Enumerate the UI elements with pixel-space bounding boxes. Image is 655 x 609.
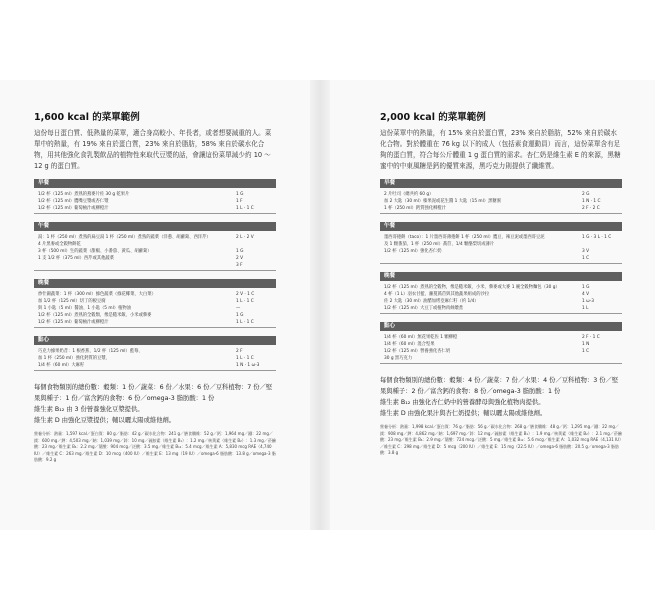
food-item: 1/2 杯（125 ml）葡萄柚汁或柳橙汁: [38, 206, 109, 211]
nutrition-analysis: 營養分析：熱量：1,597 kcal／蛋白質：80 g／脂肪：42 g／碳水化合物：241 g／膳食纖維：52 g／鈣：1,964 mg／鐵：22 mg／鎂：600 mg／鉀：4,503 mg／鈉：1,039 mg／鋅：10 mg／硫胺素（維生素 B₁）：1.2 mg／核黃素（維生素 B₂）：1.3 mg／菸鹼酸：23 mg／維生素 B₆：2.2 mg／葉酸：904 mcg／泛酸：3.5 mg／維生素 B₁₂：5.4 mcg／維生素 A：5,830 mcg RAE（4,740 IU）／維生素 C：263 mg／維生素 D：10 mcg（400 IU）／維生素 E：13 mg（19 IU）／omega-6 脂肪酸：13.8 g／omega-3 脂肪酸：9.2 g: [34, 431, 276, 463]
section-divider: [380, 363, 622, 364]
menu-row: [34, 198, 276, 205]
vitamin-d-note: 維生素 D 由強化果汁與杏仁奶提供；輔以曬太陽或維他劑。: [380, 410, 547, 417]
serving-amount: 1 N · 1 ω-3: [236, 363, 260, 368]
serving-amount: 1 N · 1 C: [582, 199, 601, 204]
food-item: 1/2 杯（125 ml）煮熟的全穀物，像是糙米飯、小米、藜麥或大麥 1 碗全穀物麵包（30 g）: [384, 285, 560, 290]
food-item: [34, 262, 236, 269]
menu-row: [34, 291, 276, 298]
section-divider: [380, 213, 622, 214]
menu-row: [34, 234, 276, 241]
menu-table: [380, 179, 622, 369]
vitamin-b12-note: 維生素 B₁₂ 由強化杏仁奶中的營養酵母與強化植物肉提供。: [380, 399, 545, 406]
food-item: [380, 255, 582, 262]
menu-row: [380, 248, 622, 255]
menu-row: [380, 205, 622, 212]
vitamin-d-note: 維生素 D 由強化豆漿提供；輔以曬太陽或維他劑。: [34, 417, 176, 424]
left-column: [34, 112, 276, 464]
food-item: 炒什錦蔬菜：1 杯（300 ml）綠色蔬菜（綠花椰菜、大白菜）: [38, 292, 156, 297]
page-title: 1,600 kcal 的菜單範例: [34, 112, 140, 123]
book-spread: [0, 80, 655, 530]
serving-amount: 3 F: [236, 263, 243, 268]
menu-row: [380, 234, 622, 241]
menu-row: [34, 305, 276, 312]
serving-amount: 1 F: [236, 199, 243, 204]
menu-row: [34, 191, 276, 198]
servings-summary: 每個食物類別的總份數：穀類：1 份／蔬菜：6 份／水果：6 份／豆科植物：7 份／堅果與種子：1 份／富含鈣的食物：6 份／omega-3 脂肪酸：1 份: [34, 384, 273, 402]
section-divider: [34, 370, 276, 371]
menu-row: [34, 248, 276, 255]
serving-amount: 1 C: [582, 349, 590, 354]
left-page: [0, 80, 310, 530]
food-item: 及 1 顆番茄、1 杯（250 ml）萵苣、1/4 顆酪梨切成薄片: [384, 242, 495, 247]
intro-paragraph: 這份菜單中的熱量，有 15% 來自於蛋白質，23% 來自於脂肪，52% 來自於碳水化合物。對於體重在 76 kg 以下的成人（包括素食運動員）而言，這份菜單含有足夠的蛋白質，符合每公斤體重 1 g 蛋白質的需求。杏仁奶是維生素 E 的來源，黑糖蜜中的中東風糖是鈣的優質來源，黑巧克力則提供了纖維質。: [380, 129, 621, 170]
menu-row: [34, 255, 276, 262]
food-item: 2 片吐司（總共約 60 g）: [384, 192, 434, 197]
section-divider: [380, 313, 622, 314]
serving-amount: 1 G · 3 L · 1 C: [582, 235, 612, 240]
menu-row: [380, 305, 622, 312]
meal-section-rows: [380, 281, 622, 319]
food-item: 1/4 杯（60 ml）混合堅果: [384, 342, 435, 347]
meal-section-header: 點心: [380, 322, 622, 331]
menu-row: [380, 255, 622, 262]
serving-amount: 1 ω-3: [582, 299, 594, 304]
meal-section-rows: [34, 345, 276, 376]
section-divider: [34, 270, 276, 271]
serving-amount: 3 V: [582, 249, 590, 254]
food-item: 3 杯（500 ml）生的蔬菜（甜椒、小番茄、黃瓜、胡蘿蔔）: [38, 249, 152, 254]
menu-row: [380, 291, 622, 298]
menu-row: [34, 262, 276, 269]
food-item: 加 1 杯（250 ml）強化鈣質的豆漿、: [38, 356, 110, 361]
meal-section-rows: [34, 231, 276, 276]
menu-row: [380, 284, 622, 291]
menu-row: [380, 341, 622, 348]
page-title: 2,000 kcal 的菜單範例: [380, 112, 486, 123]
serving-amount: 2 F · 2 C: [582, 206, 600, 211]
meal-section-rows: [34, 188, 276, 219]
meal-section-rows: [380, 331, 622, 369]
serving-amount: 1 L: [582, 306, 589, 311]
menu-row: [380, 191, 622, 198]
menu-row: [380, 241, 622, 248]
servings-summary: 每個食物類別的總份數：穀類：4 份／蔬菜：7 份／水果：4 份／豆科植物：3 份／堅果與種子：2 份／富含鈣的食物：8 份／omega-3 脂肪酸：1 份: [380, 377, 619, 395]
serving-amount: 1 L · 1 C: [236, 356, 254, 361]
menu-row: [34, 241, 276, 248]
serving-amount: 1 L · 1 C: [236, 299, 254, 304]
menu-row: [34, 312, 276, 319]
menu-row: [34, 298, 276, 305]
nutrition-analysis: 營養分析：熱量：1,998 kcal／蛋白質：76 g／脂肪：56 g／碳水化合物：268 g／膳食纖維：48 g／鈣：1,295 mg／鐵：22 mg／鎂：908 mg／鉀：4,862 mg／鈉：1,697 mg／鋅：12 mg／硫胺素（維生素 B₁）：1.9 mg／核黃素（維生素 B₂）：2.1 mg／菸鹼酸：23 mg／維生素 B₆：2.9 mg／葉酸：724 mcg／泛酸：5 mg／維生素 B₁₂：5.6 mcg／維生素 A：1,032 mcg RAE（4,131 IU）／維生素 C：298 mg／維生素 D：5 mcg（200 IU）／維生素 E：15 mg（22.5 IU）／omega-6 脂肪酸：20.5 g／omega-3 脂肪酸：3.8 g: [380, 424, 622, 456]
serving-amount: 2 V · 1 C: [236, 292, 255, 297]
food-item: 1/2 杯（125 ml）鷹嘴豆漿或杏仁漿: [38, 199, 109, 204]
menu-row: [380, 198, 622, 205]
intro-paragraph: 這份每日蛋白質、低熱量的菜單，適合身高較小、年長者，或者想要減重的人。菜單中的熱量，有 19% 來自於蛋白質，23% 來自於脂肪，58% 來自於碳水化合物，用其他強化食乳製飲品的植物性來取代豆漿的話，會讓這份菜單減少約 10 ～ 12 g 的蛋白質。: [34, 129, 272, 170]
serving-amount: 2 F: [236, 349, 243, 354]
meal-section-header: 午餐: [34, 222, 276, 231]
food-item: 30 g 黑巧克力: [384, 356, 413, 361]
serving-amount: 2 F · 1 C: [582, 335, 600, 340]
food-item: 1 杯（250 ml）鈣質強化柳橙汁: [384, 206, 447, 211]
food-item: 加 2 大匙（30 ml）榛果泥或花生醬 1 大匙（15 ml）黑糖蜜: [384, 199, 501, 204]
section-divider: [34, 213, 276, 214]
food-item: 1/2 杯（125 ml）強化杏仁奶: [384, 249, 442, 254]
meal-section-header: 早餐: [34, 179, 276, 188]
menu-row: [34, 348, 276, 355]
food-item: 4 片黑麥或全穀物餅乾: [38, 242, 81, 247]
serving-amount: 1 G: [236, 249, 244, 254]
meal-section-header: 午餐: [380, 222, 622, 231]
serving-amount: 2 V: [236, 256, 244, 261]
food-item: 1/2 杯（125 ml）煮熟的全穀類，像是糙米飯、小米或藜麥: [38, 313, 152, 318]
food-item: 4 杯（1 L）羽衣甘藍、蘿蔓萵苣與其他蔬果組成的沙拉: [384, 292, 490, 297]
food-item: 1/2 杯（125 ml）營養強化杏仁奶: [384, 349, 451, 354]
menu-row: [380, 334, 622, 341]
food-item: 與 1 小匙（5 ml）醬油、1 小匙（5 ml）植物油: [38, 306, 131, 311]
meal-section-rows: [34, 288, 276, 333]
serving-amount: 1 C: [582, 256, 590, 261]
section-divider: [380, 263, 622, 264]
right-page: [330, 80, 655, 530]
menu-row: [34, 205, 276, 212]
serving-amount: 1 N: [582, 342, 590, 347]
serving-amount: [236, 241, 276, 248]
menu-table: [34, 179, 276, 376]
menu-row: [380, 298, 622, 305]
menu-row: [34, 319, 276, 326]
serving-amount: 1 G: [582, 285, 590, 290]
food-item: 1/2 杯（125 ml）煮熟的燕麥片佐 30 g 乾果片: [38, 192, 130, 197]
food-item: 巧克力綠果奶昔：1 根香蕉、1/2 杯（125 ml）藍莓、: [38, 349, 143, 354]
food-item: 1/4 杯（60 ml）大麻籽: [38, 363, 85, 368]
serving-amount: 4 V: [582, 292, 590, 297]
menu-row: [380, 355, 622, 362]
menu-row: [34, 355, 276, 362]
serving-amount: 1 G: [236, 192, 244, 197]
meal-section-header: 晚餐: [34, 279, 276, 288]
vitamin-b12-note: 維生素 B₁₂ 由 3 份營養強化豆漿提供。: [34, 406, 144, 413]
serving-amount: 1 L · 1 C: [236, 320, 254, 325]
serving-amount: —: [236, 306, 241, 311]
serving-amount: 2 G: [582, 192, 590, 197]
food-item: 1/4 杯（60 ml）無花果乾佐 1 顆柳橙: [384, 335, 458, 340]
meal-section-rows: [380, 231, 622, 269]
food-item: 佐 2 大匙（30 ml）油醋加烤亞麻仁籽（約 1/4）: [384, 299, 479, 304]
serving-amount: 1 G: [236, 313, 244, 318]
food-item: 墨西哥捲餅（taco）：1 片墨西哥薄捲餅 1 杯（250 ml）鷹豆、辣豆泥或墨西哥豆泥: [384, 235, 545, 240]
food-item: 加 1/2 杯（125 ml）切丁的板豆腐: [38, 299, 106, 304]
meal-section-header: 早餐: [380, 179, 622, 188]
food-item: 湯：1 杯（250 ml）煮熟的扁豆湯 1 杯（250 ml）煮熟的蔬菜（洋蔥、胡蘿蔔、西洋芹）: [38, 235, 211, 240]
meal-section-header: 晚餐: [380, 272, 622, 281]
serving-amount: [582, 355, 622, 362]
section-divider: [34, 327, 276, 328]
menu-row: [380, 348, 622, 355]
meal-section-rows: [380, 188, 622, 219]
meal-section-header: 點心: [34, 336, 276, 345]
menu-row: [34, 362, 276, 369]
food-item: 1/2 杯（125 ml）葡萄柚汁或柳橙汁: [38, 320, 109, 325]
food-item: 1 支 1/2 杯（375 ml）西芹或其他蔬菜: [38, 256, 114, 261]
food-item: 1/2 杯（125 ml）大豆丁或植物肉絲燉煮: [384, 306, 464, 311]
book-gutter: [310, 80, 330, 530]
serving-amount: 2 L · 2 V: [236, 235, 254, 240]
right-column: [380, 112, 622, 457]
serving-amount: [582, 241, 622, 248]
serving-amount: 1 L · 1 C: [236, 206, 254, 211]
